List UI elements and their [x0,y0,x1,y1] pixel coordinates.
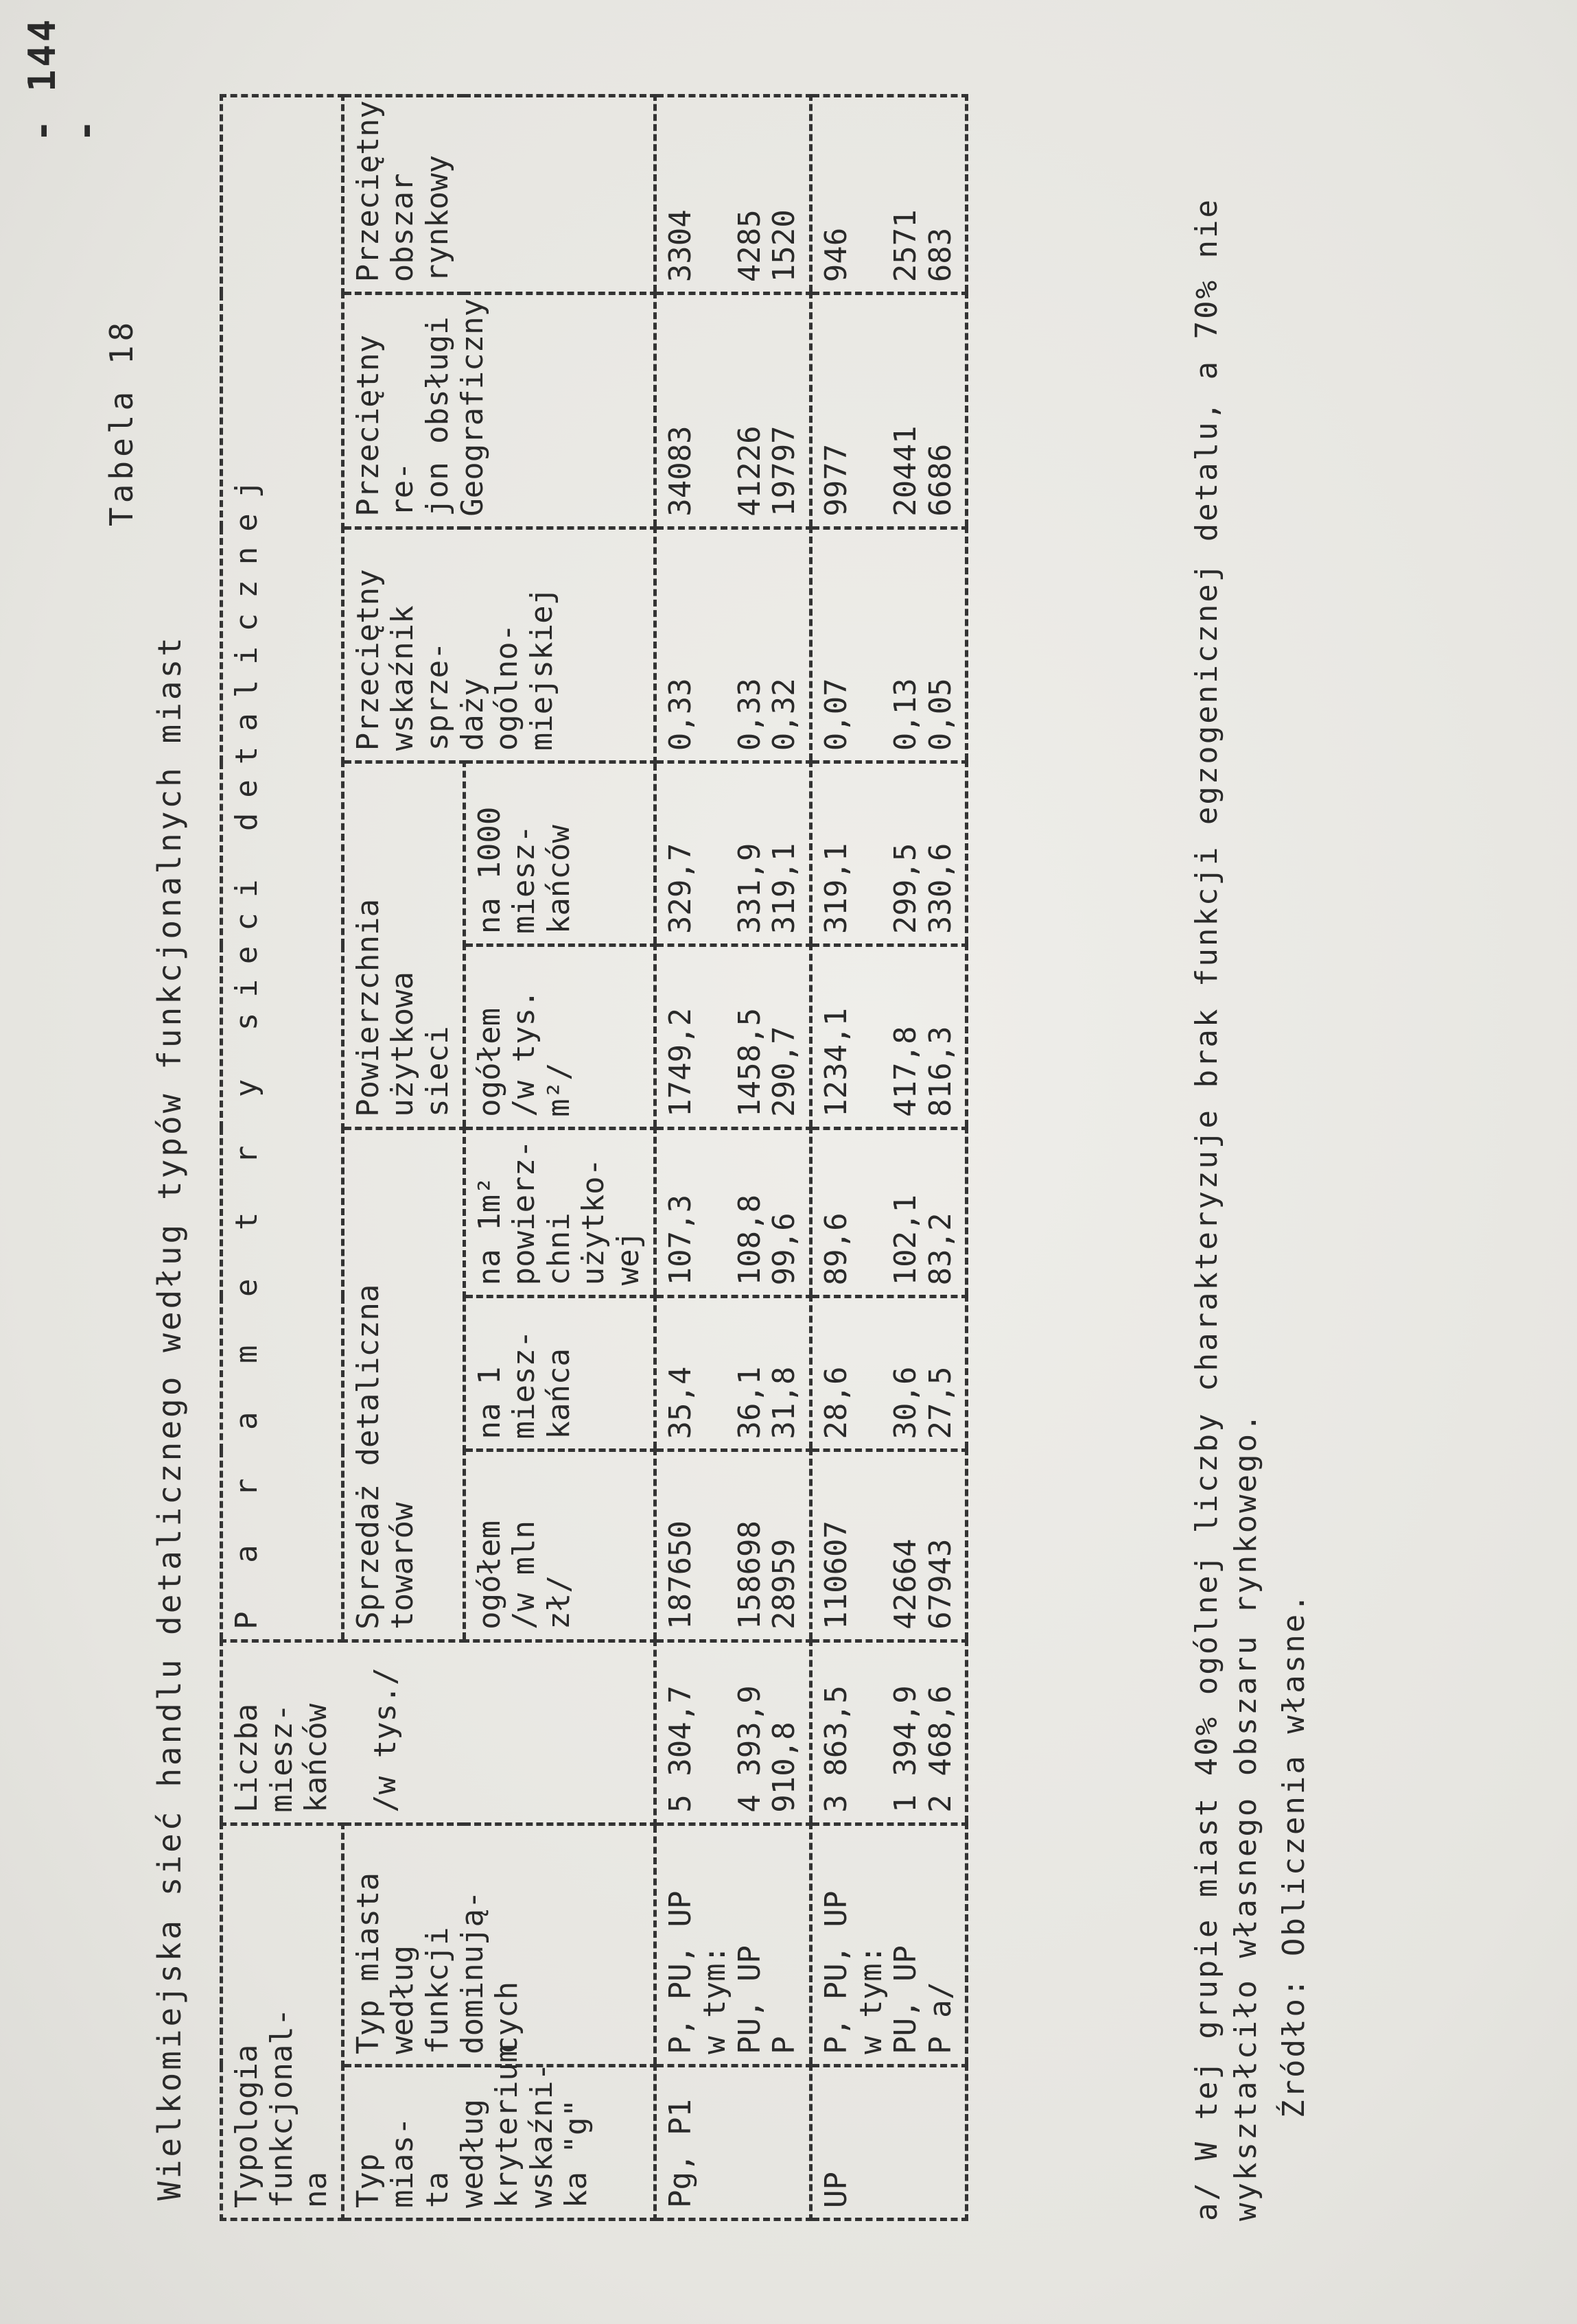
header-pow-ogolem: ogółem /w tys. m²/ [464,946,655,1129]
cell-pow-na-1000: 329,7 331,9 319,1 [655,762,810,946]
cell-ogolem: 110607 42664 67943 [810,1451,966,1641]
header-typ-kryterium: Typ mias- ta według kryterium wskaźni- ka "g" [342,2065,655,2219]
cell-pow-ogolem: 1234,1 417,8 816,3 [810,946,966,1129]
cell-obszar: 3304 4285 1520 [655,96,810,294]
header-typology: Typologia funkcjonal- na [222,1824,343,2219]
cell-ogolem: 187650 158698 28959 [655,1451,810,1641]
header-typ-funkcji: Typ miasta według funkcji dominują- cych [342,1824,655,2065]
cell-types: P, PU, UP w tym: PU, UP P [655,1824,810,2065]
cell-rejon: 34083 41226 19797 [655,294,810,528]
cell-na-mieszkanca: 28,6 30,6 27,5 [810,1297,966,1451]
cell-rejon: 9977 20441 6686 [810,294,966,528]
cell-na-m2: 89,6 102,1 83,2 [810,1128,966,1296]
header-row-2 [342,96,464,2220]
header-na-m2: na 1m² powierz- chni użytko- wej [464,1128,655,1296]
cell-na-m2: 107,3 108,8 99,6 [655,1128,810,1296]
header-na-mieszkanca: na 1 miesz- kańca [464,1297,655,1451]
header-rejon: Przeciętny re- jon obsługi Geograficzny [342,294,655,528]
cell-types: P, PU, UP w tym: PU, UP P a/ [810,1824,966,2065]
header-row-1 [222,96,343,2220]
header-powierzchnia: Powierzchnia użytkowa sieci [342,762,464,1129]
header-obszar: Przeciętny obszar rynkowy [342,96,655,294]
cell-wskaznik: 0,33 0,33 0,32 [655,528,810,762]
header-parametry: P a r a m e t r y sieci detalicznej [222,96,343,1641]
footnote: a/ W tej grupie miast 40% ogólnej liczby charakteryzuje brak funkcji egzogenicznej detalu, a 70% nie wykształciło własnego obszaru rynkowego. [1189,197,1264,2221]
page-number: - 144 - [21,16,107,142]
header-liczba: Liczba miesz- kańców /w tys./ [222,1641,655,1824]
header-wskaznik: Przeciętny wskaźnik sprze- daży ogólno- miejskiej [342,528,655,762]
cell-na-mieszkanca: 35,4 36,1 31,8 [655,1297,810,1451]
header-ogolem: ogółem /w mln zł/ [464,1451,655,1641]
cell-pow-ogolem: 1749,2 1458,5 290,7 [655,946,810,1129]
table-label: Tabela 18 [103,318,140,526]
cell-obszar: 946 2571 683 [810,96,966,294]
header-pow-na-1000: na 1000 miesz- kańców [464,762,655,946]
cell-group: UP [810,2065,966,2219]
header-sprzedaz: Sprzedaż detaliczna towarów [342,1128,464,1641]
table-title: Wielkomiejska sieć handlu detalicznego według typów funkcjonalnych miast [151,635,188,2200]
cell-liczba: 3 863,5 1 394,9 2 468,6 [810,1641,966,1824]
data-table [220,94,968,2221]
table-row [810,96,966,2220]
table-row [655,96,810,2220]
cell-liczba: 5 304,7 4 393,9 910,8 [655,1641,810,1824]
cell-wskaznik: 0,07 0,13 0,05 [810,528,966,762]
cell-pow-na-1000: 319,1 299,5 330,6 [810,762,966,946]
source-note: Źródło: Obliczenia własne. [1276,1592,1311,2118]
cell-group: Pg, P1 [655,2065,810,2219]
